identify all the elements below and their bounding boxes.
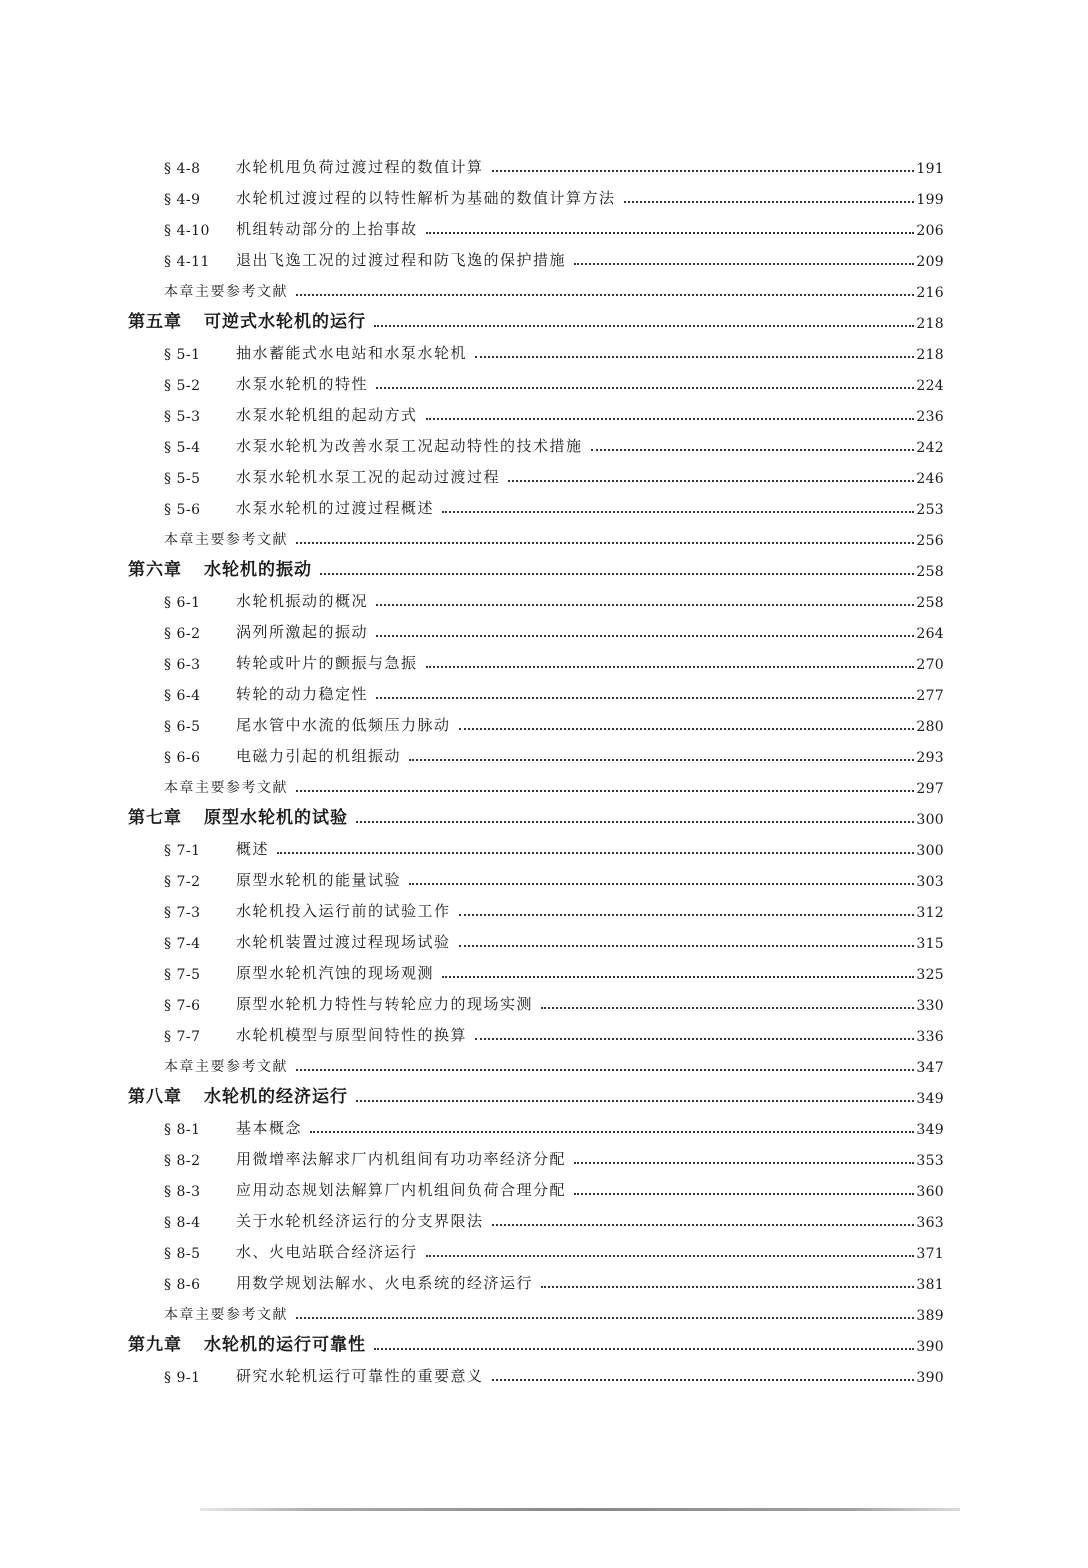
toc-reference-row: [128, 1045, 944, 1076]
leader-dots: [442, 976, 914, 978]
toc-section-row: [128, 425, 944, 456]
entry-title: 本章主要参考文献: [164, 532, 288, 548]
page-number: 360: [916, 1184, 944, 1200]
toc-section-row: [128, 611, 944, 642]
leader-dots: [459, 945, 915, 947]
entry-title: 关于水轮机经济运行的分支界限法: [236, 1212, 484, 1230]
toc-section-row: [128, 735, 944, 766]
toc-section-row: [128, 146, 944, 177]
entry-title: [128, 1330, 366, 1355]
page-number: 199: [916, 192, 944, 208]
leader-dots: [492, 1224, 915, 1226]
section-number: § 6-4: [164, 688, 201, 704]
entry-title: 水泵水轮机为改善水泵工况起动特性的技术措施: [236, 437, 583, 455]
leader-dots: [426, 232, 915, 234]
toc-section-row: [128, 177, 944, 208]
entry-title: [128, 307, 366, 332]
page-number: 246: [916, 471, 944, 487]
leader-dots: [426, 1255, 915, 1257]
entry-title: 退出飞逸工况的过渡过程和防飞逸的保护措施: [236, 251, 567, 269]
page-number: 330: [916, 998, 944, 1014]
toc-section-row: [128, 456, 944, 487]
leader-dots: [320, 573, 914, 575]
section-number: § 6-2: [164, 626, 201, 642]
entry-title: 用数学规划法解水、火电系统的经济运行: [236, 1274, 534, 1292]
leader-dots: [376, 387, 914, 389]
section-number: § 5-6: [164, 502, 201, 518]
entry-title: 用微增率法解求厂内机组间有功功率经济分配: [236, 1150, 567, 1168]
leader-dots: [475, 1038, 914, 1040]
leader-dots: [310, 1131, 914, 1133]
section-number: § 5-5: [164, 471, 201, 487]
entry-title: 原型水轮机的能量试验: [236, 871, 402, 889]
leader-dots: [492, 170, 915, 172]
section-number: § 5-1: [164, 347, 201, 363]
leader-dots: [374, 325, 914, 327]
toc-reference-row: [128, 518, 944, 549]
leader-dots: [376, 604, 914, 606]
entry-title: 概述: [236, 840, 270, 858]
page-number: 216: [916, 285, 944, 301]
leader-dots: [409, 883, 914, 885]
leader-dots: [296, 1317, 914, 1319]
toc-chapter-row: [128, 301, 944, 332]
section-number: § 7-4: [164, 936, 201, 952]
toc-section-row: [128, 394, 944, 425]
leader-dots: [296, 294, 914, 296]
page-number: 347: [916, 1060, 944, 1076]
section-number: § 4-11: [164, 254, 210, 270]
page-number: 389: [916, 1308, 944, 1324]
entry-title: 抽水蓄能式水电站和水泵水轮机: [236, 344, 468, 362]
entry-title: 水轮机甩负荷过渡过程的数值计算: [236, 158, 484, 176]
chapter-number: 第七章: [128, 808, 182, 828]
page-number: 390: [916, 1370, 944, 1386]
leader-dots: [356, 1100, 914, 1102]
toc-section-row: [128, 673, 944, 704]
entry-title: 基本概念: [236, 1119, 303, 1137]
page-number: 312: [916, 905, 944, 921]
chapter-number: 第八章: [128, 1087, 182, 1107]
toc-section-row: [128, 1138, 944, 1169]
section-number: § 6-3: [164, 657, 201, 673]
leader-dots: [459, 914, 915, 916]
entry-title: 水轮机过渡过程的以特性解析为基础的数值计算方法: [236, 189, 616, 207]
entry-title: 水轮机装置过渡过程现场试验: [236, 933, 451, 951]
leader-dots: [574, 263, 914, 265]
toc-section-row: [128, 704, 944, 735]
section-number: § 7-1: [164, 843, 201, 859]
section-number: § 4-8: [164, 161, 201, 177]
scan-edge-line: [200, 1508, 960, 1511]
section-number: § 7-7: [164, 1029, 201, 1045]
page-number: 258: [916, 564, 944, 580]
page-number: 206: [916, 223, 944, 239]
section-number: § 4-9: [164, 192, 201, 208]
toc-section-row: [128, 1107, 944, 1138]
section-number: § 7-6: [164, 998, 201, 1014]
toc-reference-row: [128, 1293, 944, 1324]
toc-section-row: [128, 983, 944, 1014]
leader-dots: [296, 542, 914, 544]
entry-title: 水泵水轮机水泵工况的起动过渡过程: [236, 468, 501, 486]
section-number: § 8-3: [164, 1184, 201, 1200]
toc-reference-row: [128, 766, 944, 797]
section-number: § 5-2: [164, 378, 201, 394]
section-number: § 7-5: [164, 967, 201, 983]
page-number: 315: [916, 936, 944, 952]
chapter-title: 水轮机的运行可靠性: [204, 1335, 366, 1355]
leader-dots: [574, 1193, 914, 1195]
toc-section-row: [128, 363, 944, 394]
page-number: 349: [916, 1091, 944, 1107]
entry-title: 机组转动部分的上抬事故: [236, 220, 418, 238]
leader-dots: [296, 790, 914, 792]
page-number: 300: [916, 843, 944, 859]
entry-title: [128, 803, 348, 828]
page-number: 336: [916, 1029, 944, 1045]
toc-section-row: [128, 1231, 944, 1262]
entry-title: 尾水管中水流的低频压力脉动: [236, 716, 451, 734]
page-number: 371: [916, 1246, 944, 1262]
chapter-title: 可逆式水轮机的运行: [204, 312, 366, 332]
entry-title: 水轮机投入运行前的试验工作: [236, 902, 451, 920]
toc-section-row: [128, 921, 944, 952]
toc-reference-row: [128, 270, 944, 301]
section-number: § 5-3: [164, 409, 201, 425]
page-number: 353: [916, 1153, 944, 1169]
leader-dots: [492, 1379, 915, 1381]
section-number: § 4-10: [164, 223, 210, 239]
toc-section-row: [128, 1355, 944, 1386]
entry-title: 本章主要参考文献: [164, 1059, 288, 1075]
entry-title: [128, 1082, 348, 1107]
toc-section-row: [128, 208, 944, 239]
page-number: 280: [916, 719, 944, 735]
entry-title: 转轮或叶片的颤振与急振: [236, 654, 418, 672]
toc-section-row: [128, 1200, 944, 1231]
section-number: § 8-4: [164, 1215, 201, 1231]
entry-title: 涡列所激起的振动: [236, 623, 369, 641]
chapter-title: 水轮机的振动: [204, 560, 312, 580]
page-number: 297: [916, 781, 944, 797]
entry-title: 转轮的动力稳定性: [236, 685, 369, 703]
toc-section-row: [128, 580, 944, 611]
toc-section-row: [128, 1014, 944, 1045]
leader-dots: [374, 1348, 914, 1350]
entry-title: 电磁力引起的机组振动: [236, 747, 402, 765]
leader-dots: [541, 1007, 914, 1009]
page-number: 303: [916, 874, 944, 890]
entry-title: 本章主要参考文献: [164, 780, 288, 796]
page-number: 218: [916, 316, 944, 332]
entry-title: [128, 555, 312, 580]
page-number: 236: [916, 409, 944, 425]
leader-dots: [624, 201, 915, 203]
leader-dots: [356, 821, 914, 823]
toc-section-row: [128, 1262, 944, 1293]
page-number: 270: [916, 657, 944, 673]
section-number: § 6-5: [164, 719, 201, 735]
leader-dots: [475, 356, 914, 358]
entry-title: 水泵水轮机组的起动方式: [236, 406, 418, 424]
leader-dots: [442, 511, 914, 513]
toc-section-row: [128, 890, 944, 921]
entry-title: 水泵水轮机的过渡过程概述: [236, 499, 435, 517]
toc-section-row: [128, 642, 944, 673]
page-number: 209: [916, 254, 944, 270]
entry-title: 本章主要参考文献: [164, 1307, 288, 1323]
toc-section-row: [128, 239, 944, 270]
toc-section-row: [128, 859, 944, 890]
section-number: § 5-4: [164, 440, 201, 456]
entry-title: 原型水轮机汽蚀的现场观测: [236, 964, 435, 982]
section-number: § 8-2: [164, 1153, 201, 1169]
leader-dots: [376, 697, 914, 699]
toc-chapter-row: [128, 797, 944, 828]
leader-dots: [376, 635, 914, 637]
leader-dots: [574, 1162, 914, 1164]
leader-dots: [426, 418, 915, 420]
table-of-contents: [128, 146, 944, 1386]
chapter-number: 第五章: [128, 312, 182, 332]
page-number: 258: [916, 595, 944, 611]
leader-dots: [541, 1286, 914, 1288]
entry-title: 研究水轮机运行可靠性的重要意义: [236, 1367, 484, 1385]
section-number: § 7-3: [164, 905, 201, 921]
toc-section-row: [128, 487, 944, 518]
page-number: 381: [916, 1277, 944, 1293]
chapter-title: 水轮机的经济运行: [204, 1087, 348, 1107]
page-number: 293: [916, 750, 944, 766]
toc-section-row: [128, 332, 944, 363]
leader-dots: [296, 1069, 914, 1071]
leader-dots: [508, 480, 914, 482]
section-number: § 6-6: [164, 750, 201, 766]
section-number: § 8-1: [164, 1122, 201, 1138]
chapter-title: 原型水轮机的试验: [204, 808, 348, 828]
section-number: § 7-2: [164, 874, 201, 890]
section-number: § 9-1: [164, 1370, 201, 1386]
toc-section-row: [128, 1169, 944, 1200]
entry-title: 应用动态规划法解算厂内机组间负荷合理分配: [236, 1181, 567, 1199]
page-number: 349: [916, 1122, 944, 1138]
toc-section-row: [128, 828, 944, 859]
toc-chapter-row: [128, 549, 944, 580]
page-number: 218: [916, 347, 944, 363]
section-number: § 8-5: [164, 1246, 201, 1262]
entry-title: 本章主要参考文献: [164, 284, 288, 300]
entry-title: 水轮机模型与原型间特性的换算: [236, 1026, 468, 1044]
toc-section-row: [128, 952, 944, 983]
leader-dots: [591, 449, 915, 451]
section-number: § 6-1: [164, 595, 201, 611]
section-number: § 8-6: [164, 1277, 201, 1293]
entry-title: 水泵水轮机的特性: [236, 375, 369, 393]
toc-chapter-row: [128, 1076, 944, 1107]
page-number: 363: [916, 1215, 944, 1231]
leader-dots: [426, 666, 915, 668]
chapter-number: 第六章: [128, 560, 182, 580]
toc-chapter-row: [128, 1324, 944, 1355]
chapter-number: 第九章: [128, 1335, 182, 1355]
page-number: 300: [916, 812, 944, 828]
page-number: 264: [916, 626, 944, 642]
page-number: 390: [916, 1339, 944, 1355]
leader-dots: [459, 728, 915, 730]
leader-dots: [277, 852, 914, 854]
page-number: 191: [916, 161, 944, 177]
page-number: 277: [916, 688, 944, 704]
leader-dots: [409, 759, 914, 761]
entry-title: 水、火电站联合经济运行: [236, 1243, 418, 1261]
page-number: 325: [916, 967, 944, 983]
entry-title: 原型水轮机力特性与转轮应力的现场实测: [236, 995, 534, 1013]
page-number: 224: [916, 378, 944, 394]
page-number: 256: [916, 533, 944, 549]
entry-title: 水轮机振动的概况: [236, 592, 369, 610]
page-number: 253: [916, 502, 944, 518]
page-number: 242: [916, 440, 944, 456]
